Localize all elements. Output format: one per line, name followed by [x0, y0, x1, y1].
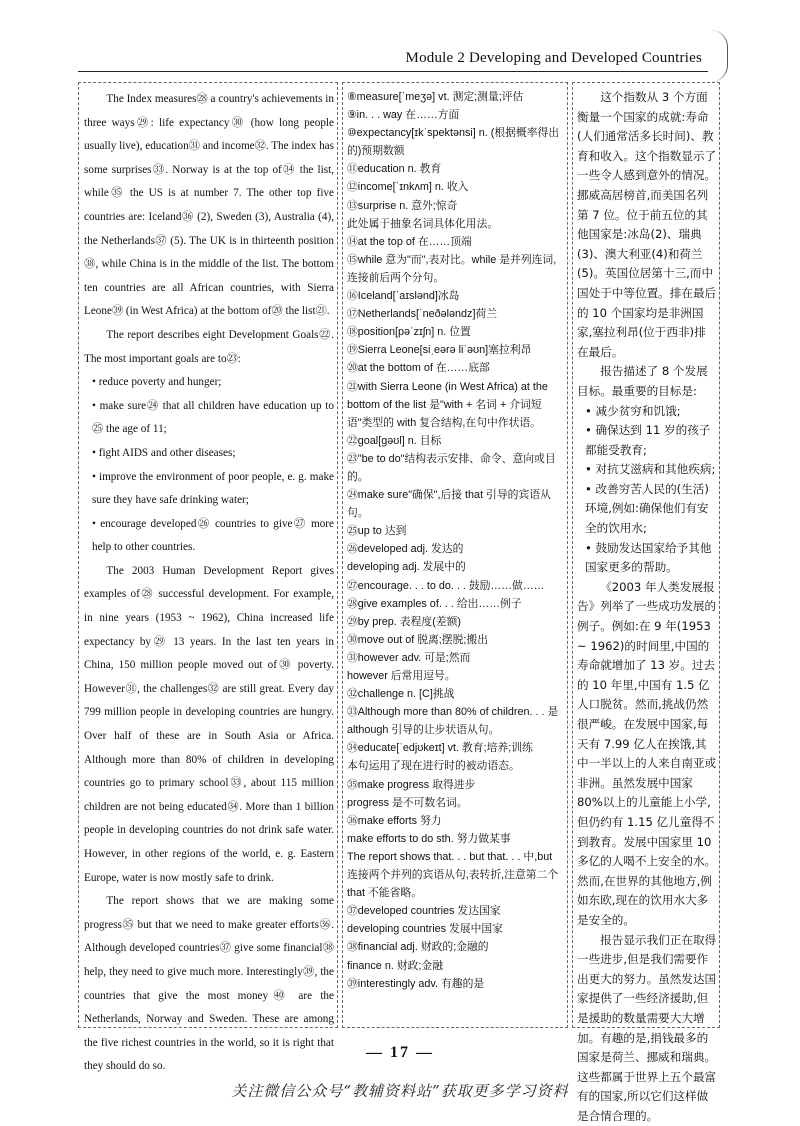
vocab-note: ⑩expectancy[ɪkˈspektənsi] n. (根据概率得出的)预期数额	[347, 127, 560, 158]
paragraph: The Index measures㉘ a country's achievements in three ways㉙: life expectancy㉚ (how long people usually live), education㉛ and income㉜. The index has some surprises㉝. Norway is at the top of㉞ the list, while㉟ the US is at number 7. The other top five countries are: Iceland㊱ (2), Sweden (3), Australia (4), the Netherlands㊲ (5). The UK is in thirteenth position㊳, while China is in the middle of the list. The bottom ten countries are all African countries, with Sierra Leone㊴ (in West Africa) at the bottom of⑳ the list㉑.	[84, 93, 334, 318]
vocab-note: however 后常用逗号。	[347, 670, 456, 682]
goal-bullet: • reduce poverty and hunger;	[92, 376, 222, 389]
vocab-note: ㊳financial adj. 财政的;金融的	[347, 941, 489, 954]
vocab-note: ㉒goal[ɡəʊl] n. 目标	[347, 434, 442, 447]
vocab-note: ㉚move out of 脱离;摆脱;搬出	[347, 633, 488, 646]
vocab-note: ㉕up to 达到	[347, 525, 407, 538]
page-header	[0, 0, 800, 72]
vocab-note: ㊴interestingly adv. 有趣的是	[347, 977, 485, 990]
header-decoration	[711, 30, 728, 82]
vocab-note: ㉑with Sierra Leone (in West Africa) at the bottom of the list 是"with + 名词 + 介词短语"类型的 with 复合结构,在句中作状语。	[347, 380, 548, 429]
vocab-note: make efforts to do sth. 努力做某事	[347, 832, 511, 845]
footer-note: 关注微信公众号“教辅资料站”获取更多学习资料	[231, 1082, 569, 1100]
vocab-note: ⑭at the top of 在……顶端	[347, 235, 472, 248]
vocab-note: ⑳at the bottom of 在……底部	[347, 362, 490, 375]
vocab-note: The report shows that. . . but that. . . 中,but 连接两个并列的宾语从句,表转折,注意第二个 that 不能省略。	[347, 850, 559, 900]
translation-bullet: • 鼓励发达国家给予其他国家更多的帮助。	[585, 540, 712, 575]
vocab-note: ㉛however adv. 可是;然而	[347, 651, 471, 664]
vocab-note: 此处属于抽象名词具体化用法。	[347, 217, 499, 230]
vocab-note: developing adj. 发展中的	[347, 561, 466, 574]
chinese-translation-column	[577, 88, 717, 1126]
translation-paragraph: 报告描述了 8 个发展目标。最重要的目标是:	[577, 364, 708, 398]
translation-paragraph: 这个指数从 3 个方面衡量一个国家的成就:寿命(人们通常活多长时间)、教育和收入。这个指数显示了一些令人感到意外的情况。挪威高居榜首,而美国名列第 7 位。位于前五位的其他国家是:冰岛(2)、瑞典(3)、澳大利亚(4)和荷兰(5)。英国位居第十三,而中国处于中等位置。排在最后的 10 个国家均是非洲国家,塞拉利昂(位于西非)排在最后。	[577, 90, 717, 359]
translation-bullet: • 减少贫穷和饥饿;	[585, 403, 681, 418]
vocab-note: ㉓"be to do"结构表示安排、命令、意向或目的。	[347, 452, 556, 483]
translation-paragraph: 《2003 年人类发展报告》列举了一些成功发展的例子。例如:在 9 年(1953 ~ 1962)的时间里,中国的寿命就增加了 13 岁。过去的 10 年里,中国有 1.5 亿人口脱贫。然而,挑战仍然很严峻。在发展中国家,每天有 7.99 亿人在挨饿,其中一半以上的人来自南亚或非洲。虽然发展中国家 80%以上的儿童能上小学,但仍约有 1.15 亿儿童得不到教育。发展中国家里 10 多亿的人喝不上安全的水。然而,在世界的其他地方,例如东欧,现在的饮用水大多是安全的。	[577, 579, 717, 927]
vocab-note: ⑨in. . . way 在……方面	[347, 109, 460, 122]
vocab-note: ⑲Sierra Leone[siˌeərə liˈəʊn]塞拉利昂	[347, 344, 532, 357]
goal-bullet: • encourage developed㉖ countries to give㉗ more help to other countries.	[92, 517, 334, 554]
goal-bullet: • improve the environment of poor people, e. g. make sure they have safe drinking water;	[92, 470, 334, 507]
vocab-note: ㊱make efforts 努力	[347, 814, 442, 827]
vocab-note: ㉝Although more than 80% of children. . . 是 although 引导的让步状语从句。	[347, 706, 559, 737]
vocab-note: ㉟make progress 取得进步	[347, 778, 476, 791]
vocab-note: ⑰Netherlands[ˈneðələndz]荷兰	[347, 308, 498, 321]
vocab-note: ⑧measure[ˈmeʒə] vt. 测定;测量;评估	[347, 91, 524, 103]
vocab-note: ⑪education n. 教育	[347, 163, 442, 176]
vocab-note: ㉜challenge n. [C]挑战	[347, 688, 455, 701]
translation-bullet: • 确保达到 11 岁的孩子都能受教育;	[585, 423, 711, 457]
vocab-note: ㉖developed adj. 发达的	[347, 543, 464, 556]
vocab-note: ㉙by prep. 表程度(差额)	[347, 615, 461, 628]
english-text-column	[84, 88, 334, 1079]
paragraph: The 2003 Human Development Report gives examples of㉘ successful development. For example, in nine years (1953 ~ 1962), China increased life expectancy by㉙ 13 years. In the last ten years in China, 150 million people moved out of㉚ poverty. However㉛, the challenges㉜ are still great. Every day 799 million people in developing countries are hungry. Over half of these are in South Asia or Africa. Although more than 80% of children in developing countries go to primary school㉝, about 115 million children are not being educated㉞. More than 1 billion people in developing countries do not drink safe water. However, in other regions of the world, e. g. Eastern Europe, water is now mostly safe to drink.	[84, 564, 334, 884]
vocab-note: ⑫income[ˈɪnkʌm] n. 收入	[347, 181, 469, 194]
paragraph: The report describes eight Development Goals㉒. The most important goals are to㉓:	[84, 328, 334, 365]
vocab-note: ㉞educate[ˈedjʊkeɪt] vt. 教育;培养;训练	[347, 742, 533, 755]
vocab-note: 本句运用了现在进行时的被动语态。	[347, 760, 520, 773]
module-title: Module 2 Developing and Developed Countries	[405, 50, 702, 66]
vocab-note: ⑱position[pəˈzɪʃn] n. 位置	[347, 326, 471, 339]
vocab-note: ⑯Iceland[ˈaɪslənd]冰岛	[347, 290, 460, 303]
goal-bullet: • fight AIDS and other diseases;	[92, 446, 236, 459]
vocab-note: ⑮while 意为"而",表对比。while 是并列连词,连接前后两个分句。	[347, 253, 557, 284]
translation-paragraph: 报告显示我们正在取得一些进步,但是我们需要作出更大的努力。虽然发达国家提供了一些经济援助,但是援助的数量需要大大增加。有趣的是,捐钱最多的国家是荷兰、挪威和瑞典。这些都属于世界上五个最富有的国家,所以它们这样做是合情合理的。	[577, 932, 717, 1123]
goal-bullet: • make sure㉔ that all children have education up to㉕ the age of 11;	[92, 399, 334, 436]
paragraph: The report shows that we are making some progress㉟ but that we need to make greater efforts㊱. Although developed countries㊲ give some financial㊳ help, they need to give much more. Interestingly㊴, the countries that give the most money㊵ are the Netherlands, Norway and Sweden. These are among the five richest countries in the world, so it is right that they should do so.	[84, 895, 334, 1073]
translation-bullet: • 对抗艾滋病和其他疾病;	[585, 462, 716, 477]
vocabulary-notes-column	[347, 88, 565, 993]
vocab-note: progress 是不可数名词。	[347, 796, 468, 809]
vocab-note: ㉘give examples of. . . 给出……例子	[347, 597, 522, 610]
translation-bullet: • 改善穷苦人民的(生活)环境,例如:确保他们有安全的饮用水;	[585, 481, 709, 536]
vocab-note: developing countries 发展中国家	[347, 923, 504, 936]
vocab-note: finance n. 财政;金融	[347, 959, 444, 972]
page-number: — 17 —	[366, 1044, 434, 1061]
header-rule	[78, 71, 708, 72]
vocab-note: ㉗encourage. . . to do. . . 鼓励……做……	[347, 579, 545, 592]
vocab-note: ⑬surprise n. 意外;惊奇	[347, 199, 458, 212]
vocab-note: ㊲developed countries 发达国家	[347, 905, 501, 918]
vocab-note: ㉔make sure"确保",后接 that 引导的宾语从句。	[347, 489, 551, 520]
